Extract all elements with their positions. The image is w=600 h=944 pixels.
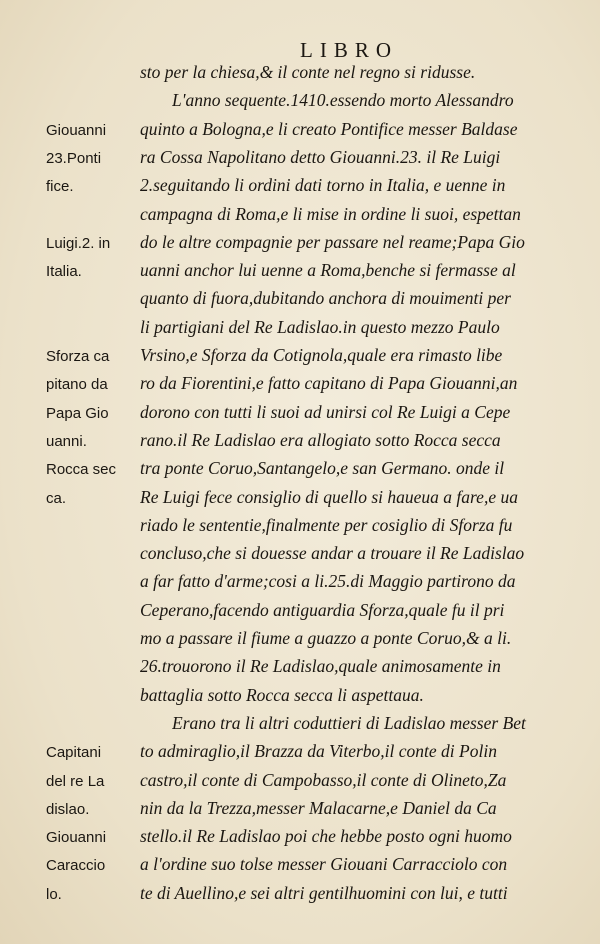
text-line: L'anno sequente.1410.essendo morto Alessandro xyxy=(172,90,514,111)
margin-note: lo. xyxy=(46,885,62,903)
text-line: mo a passare il fiume a guazzo a ponte Coruo,& a li. xyxy=(140,628,512,648)
text-line: uanni anchor lui uenne a Roma,benche si fermasse al xyxy=(140,260,516,281)
margin-note: Luigi.2. in xyxy=(46,234,111,252)
text-line: ro da Fiorentini,e fatto capitano di Papa Giouanni,an xyxy=(140,373,518,394)
text-line: tra ponte Coruo,Santangelo,e san Germano. onde il xyxy=(140,458,505,479)
text-line: dorono con tutti li suoi ad unirsi col Re Luigi a Cepe xyxy=(140,401,511,422)
text-line: nin da la Trezza,messer Malacarne,e Daniel da Ca xyxy=(140,797,497,818)
text-line: to admiraglio,il Brazza da Viterbo,il conte di Polin xyxy=(140,741,497,762)
text-line: battaglia sotto Rocca secca li aspettaua. xyxy=(140,684,424,705)
text-line: stello.il Re Ladislao poi che hebbe posto ogni huomo xyxy=(140,826,512,847)
text-line: do le altre compagnie per passare nel reame;Papa Gio xyxy=(140,231,525,252)
text-line: rano.il Re Ladislao era allogiato sotto Rocca secca xyxy=(140,429,501,450)
text-line: concluso,che si douesse andar a trouare il Re Ladislao xyxy=(140,543,525,564)
text-line: li partigiani del Re Ladislao.in questo mezzo Paulo xyxy=(140,316,500,337)
text-line: quanto di fuora,dubitando anchora di mouimenti per xyxy=(140,288,511,309)
margin-note: pitano da xyxy=(46,376,108,394)
margin-note: uanni. xyxy=(46,432,87,450)
text-line: quinto a Bologna,e li creato Pontifice messer Baldase xyxy=(140,118,518,139)
margin-note: Capitani xyxy=(46,744,102,762)
text-line: 26.trouorono il Re Ladislao,quale animosamente in xyxy=(140,656,501,677)
text-line: te di Auellino,e sei altri gentilhuomini con lui, e tutti xyxy=(140,882,508,903)
margin-note: Giouanni xyxy=(46,829,107,847)
margin-note: Rocca sec xyxy=(46,461,117,479)
margin-note: Papa Gio xyxy=(46,404,109,422)
text-line: sto per la chiesa,& il conte nel regno si ridusse. xyxy=(140,62,476,82)
margin-note: Italia. xyxy=(46,263,82,281)
text-line: Erano tra li altri coduttieri di Ladislao messer Bet xyxy=(172,712,526,733)
text-line: a far fatto d'arme;cosi a li.25.di Maggio partirono da xyxy=(140,571,516,592)
margin-note: fice. xyxy=(46,178,74,196)
text-line: 2.seguitando li ordini dati torno in Italia, e uenne in xyxy=(140,175,506,196)
margin-note: ca. xyxy=(46,489,67,507)
text-line: campagna di Roma,e li mise in ordine li suoi, espettan xyxy=(140,203,521,224)
text-line: castro,il conte di Campobasso,il conte di Olineto,Za xyxy=(140,769,507,790)
text-line: Ceperano,facendo antiguardia Sforza,quale fu il pri xyxy=(140,599,505,620)
margin-note: Sforza ca xyxy=(46,348,110,365)
text-line: riado le sententie,finalmente per cosiglio di Sforza fu xyxy=(140,514,513,535)
margin-note: dislao. xyxy=(46,800,90,818)
running-header: LIBRO xyxy=(300,38,398,62)
text-line: a l'ordine suo tolse messer Giouani Carracciolo con xyxy=(140,854,508,875)
margin-note: del re La xyxy=(46,772,105,790)
margin-note: Giouanni xyxy=(46,121,107,139)
margin-note: Caraccio xyxy=(46,857,106,875)
text-line: Re Luigi fece consiglio di quello si haueua a fare,e ua xyxy=(140,486,518,507)
text-line: Vrsino,e Sforza da Cotignola,quale era rimasto libe xyxy=(140,345,503,365)
text-line: ra Cossa Napolitano detto Giouanni.23. il Re Luigi xyxy=(140,146,501,167)
margin-note: 23.Ponti xyxy=(46,149,102,167)
